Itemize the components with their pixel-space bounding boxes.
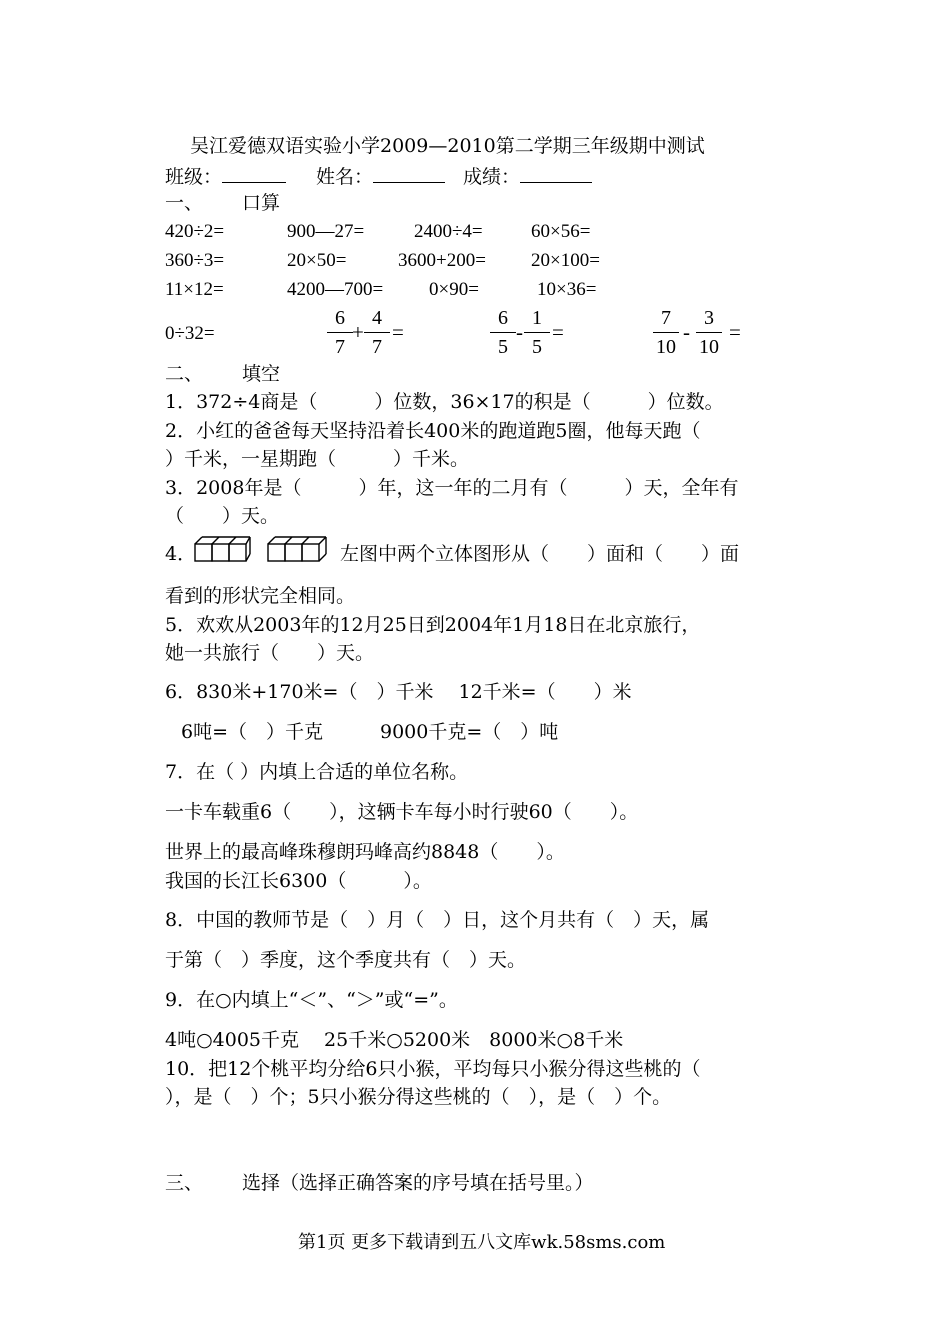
question-2a: 2．小红的爸爸每天坚持沿着长400米的跑道跑5圈，他每天跑（ xyxy=(165,420,701,442)
section2-heading: 填空 xyxy=(242,363,281,385)
denominator: 10 xyxy=(656,336,676,358)
denominator: 5 xyxy=(498,336,508,358)
question-4b: 看到的形状完全相同。 xyxy=(165,585,356,607)
denominator: 10 xyxy=(699,336,719,358)
question-5b: 她一共旅行（ ）天。 xyxy=(165,642,375,664)
calc-2-4: 20×100= xyxy=(531,250,600,271)
name-label: 姓名： xyxy=(316,166,374,188)
question-9: 9．在○内填上“＜”、“＞”或“=”。 xyxy=(165,989,458,1011)
numerator: 3 xyxy=(704,307,714,329)
class-blank[interactable] xyxy=(222,164,286,183)
question-3b: （ ）天。 xyxy=(165,505,280,527)
denominator: 7 xyxy=(372,336,382,358)
denominator: 5 xyxy=(532,336,542,358)
calc-1-4: 60×56= xyxy=(531,221,591,242)
question-9a: 4吨○4005千克 25千米○5200米 8000米○8千米 xyxy=(165,1029,624,1051)
numerator: 6 xyxy=(498,307,508,329)
score-blank[interactable] xyxy=(520,164,592,183)
numerator: 6 xyxy=(335,307,345,329)
fraction xyxy=(653,306,679,359)
calc-1-2: 900—27= xyxy=(287,221,365,242)
fraction xyxy=(696,306,722,359)
equals: = xyxy=(552,320,564,344)
question-7a: 一卡车载重6（ ），这辆卡车每小时行驶60（ ）。 xyxy=(165,801,639,823)
fraction xyxy=(327,306,353,359)
info-line xyxy=(165,164,592,189)
numerator: 1 xyxy=(532,307,542,329)
denominator: 7 xyxy=(335,336,345,358)
equals: = xyxy=(392,320,404,344)
page-footer: 第1页 更多下载请到五八文库wk.58sms.com xyxy=(298,1232,666,1253)
equals: = xyxy=(729,320,741,344)
question-10a: 10．把12个桃平均分给6只小猴，平均每只小猴分得这些桃的（ xyxy=(165,1058,701,1080)
question-7b: 世界上的最高峰珠穆朗玛峰高约8848（ ）。 xyxy=(165,841,565,863)
operator: - xyxy=(683,320,690,344)
question-8a: 8．中国的教师节是（ ）月（ ）日，这个月共有（ ）天，属 xyxy=(165,909,710,931)
class-label: 班级： xyxy=(165,166,223,188)
operator: + xyxy=(352,320,364,344)
section3-heading-num: 三、 xyxy=(165,1172,204,1194)
cube-figure-left xyxy=(193,535,251,565)
section3-heading: 选择（选择正确答案的序号填在括号里。） xyxy=(242,1172,594,1194)
question-2b: ）千米，一星期跑（ ）千米。 xyxy=(165,448,470,470)
calc-4-1: 0÷32= xyxy=(165,323,215,344)
calc-3-4: 10×36= xyxy=(537,279,597,300)
fraction xyxy=(364,306,390,359)
calc-2-3: 3600+200= xyxy=(398,250,486,271)
question-7c: 我国的长江长6300（ ）。 xyxy=(165,870,432,892)
cube-figure-right xyxy=(266,535,328,565)
section1-heading-num: 一、 xyxy=(165,192,204,214)
numerator: 4 xyxy=(372,307,382,329)
numerator: 7 xyxy=(661,307,671,329)
question-6a: 6．830米+170米=（ ）千米 12千米=（ ）米 xyxy=(165,681,632,703)
question-4a: 左图中两个立体图形从（ ）面和（ ）面 xyxy=(340,543,740,565)
score-label: 成绩： xyxy=(463,166,521,188)
question-8b: 于第（ ）季度，这个季度共有（ ）天。 xyxy=(165,949,527,971)
calc-1-1: 420÷2= xyxy=(165,221,225,242)
question-10b: ），是（ ）个；5只小猴分得这些桃的（ ），是（ ）个。 xyxy=(165,1086,672,1108)
question-6b: 6吨=（ ）千克 9000千克=（ ）吨 xyxy=(181,721,559,743)
fraction xyxy=(524,306,550,359)
operator: - xyxy=(516,320,523,344)
section1-heading: 口算 xyxy=(242,192,281,214)
section2-heading-num: 二、 xyxy=(165,363,204,385)
calc-2-2: 20×50= xyxy=(287,250,347,271)
calc-1-3: 2400÷4= xyxy=(414,221,483,242)
calc-3-2: 4200—700= xyxy=(287,279,384,300)
question-7: 7．在（ ）内填上合适的单位名称。 xyxy=(165,761,469,783)
fraction xyxy=(490,306,516,359)
calc-3-1: 11×12= xyxy=(165,279,224,300)
question-3a: 3．2008年是（ ）年，这一年的二月有（ ）天，全年有 xyxy=(165,477,739,499)
calc-3-3: 0×90= xyxy=(429,279,479,300)
page-title: 吴江爱德双语实验小学2009—2010第二学期三年级期中测试 xyxy=(190,135,705,157)
question-5a: 5．欢欢从2003年的12月25日到2004年1月18日在北京旅行， xyxy=(165,614,701,636)
name-blank[interactable] xyxy=(373,164,445,183)
calc-2-1: 360÷3= xyxy=(165,250,225,271)
question-4-num: 4． xyxy=(165,543,197,565)
question-1: 1．372÷4商是（ ）位数，36×17的积是（ ）位数。 xyxy=(165,391,724,413)
